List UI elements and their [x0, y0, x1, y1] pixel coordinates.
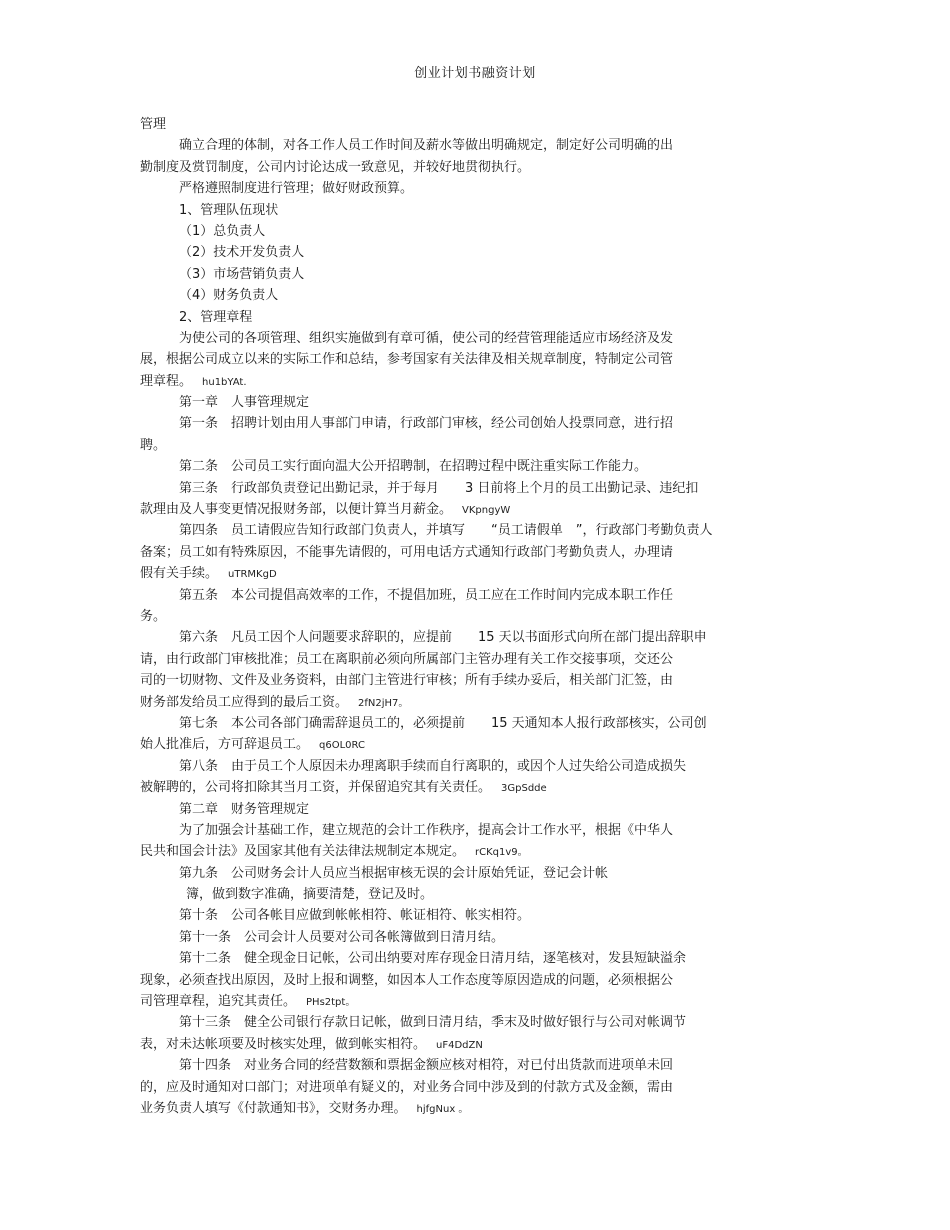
line-text: 严格遵照制度进行管理；做好财政预算。	[179, 181, 414, 197]
line-text: 被解聘的，公司将扣除其当月工资，并保留追究其有关责任。	[140, 780, 492, 796]
line-text: （3）市场营销负责人	[179, 266, 305, 282]
text-line	[140, 649, 780, 670]
text-line	[140, 756, 780, 777]
line-text: 民共和国会计法》及国家其他有关法律法规制定本规定。	[140, 844, 466, 860]
text-line	[140, 478, 780, 499]
reference-code: q6OL0RC	[319, 740, 365, 752]
text-line	[140, 178, 780, 199]
line-text: 司的一切财物、文件及业务资料，由部门主管进行审核；所有手续办妥后，相关部门汇签，由	[140, 673, 674, 689]
text-line	[140, 371, 780, 392]
line-text: 现象，必须查找出原因，及时上报和调整，如因本人工作态度等原因造成的问题，必须根据公	[140, 972, 674, 988]
text-line	[140, 777, 780, 798]
text-line	[140, 200, 780, 221]
text-line	[140, 307, 780, 328]
text-line	[140, 713, 780, 734]
reference-code: VKpngyW	[462, 505, 511, 517]
line-text: 2、管理章程	[179, 309, 253, 325]
text-line	[140, 435, 780, 456]
line-text: 财务部发给员工应得到的最后工资。	[140, 694, 349, 710]
line-text: 簿，做到数字准确，摘要清楚，登记及时。	[186, 887, 434, 903]
line-text: 的，应及时通知对口部门；对进项单有疑义的，对业务合同中涉及到的付款方式及金额，需由	[140, 1079, 674, 1095]
text-line	[140, 413, 780, 434]
line-text: 第二条 公司员工实行面向温大公开招聘制，在招聘过程中既注重实际工作能力。	[179, 459, 648, 475]
text-line	[140, 734, 780, 755]
line-text: （2）技术开发负责人	[179, 245, 305, 261]
document-title: 创业计划书融资计划	[414, 66, 536, 81]
line-text: 备案；员工如有特殊原因，不能事先请假的，可用电话方式通知行政部门考勤负责人，办理请	[140, 544, 674, 560]
text-line	[140, 1077, 780, 1098]
text-line	[140, 799, 780, 820]
line-text: 款理由及人事变更情况报财务部，以便计算当月薪金。	[140, 502, 453, 518]
text-line	[140, 135, 780, 156]
document-body	[140, 114, 780, 1119]
text-line	[140, 692, 780, 713]
line-text: 第四条 员工请假应告知行政部门负责人，并填写 “员工请假单 ”，行政部门考勤负责人	[179, 523, 713, 539]
text-line	[140, 627, 780, 648]
text-line	[140, 1034, 780, 1055]
reference-code: hjfgNux 。	[416, 1103, 469, 1115]
text-line	[140, 863, 780, 884]
text-line	[140, 1055, 780, 1076]
text-line	[140, 542, 780, 563]
line-text: 理章程。	[140, 373, 193, 389]
line-text: 第二章 财务管理规定	[179, 801, 310, 817]
reference-code: hu1bYAt.	[202, 376, 247, 388]
line-text: 确立合理的体制，对各工作人员工作时间及薪水等做出明确规定，制定好公司明确的出	[179, 138, 674, 154]
reference-code: 2fN2jH7。	[358, 697, 409, 709]
text-line	[140, 221, 780, 242]
text-line	[140, 285, 780, 306]
text-line	[140, 349, 780, 370]
text-line	[140, 456, 780, 477]
line-text: 请，由行政部门审核批准；员工在离职前必须向所属部门主管办理有关工作交接事项，交还公	[140, 651, 674, 667]
line-text: 第一条 招聘计划由用人事部门申请，行政部门审核，经公司创始人投票同意，进行招	[179, 416, 674, 432]
text-line	[140, 242, 780, 263]
line-text: 为了加强会计基础工作，建立规范的会计工作秩序，提高会计工作水平，根据《中华人	[179, 822, 674, 838]
line-text: 第十一条 公司会计人员要对公司各帐簿做到日清月结。	[179, 929, 505, 945]
text-line	[140, 948, 780, 969]
line-text: 第十三条 健全公司银行存款日记帐，做到日清月结，季末及时做好银行与公司对帐调节	[179, 1015, 687, 1031]
text-line	[140, 1012, 780, 1033]
text-line	[140, 563, 780, 584]
line-text: 为使公司的各项管理、组织实施做到有章可循，使公司的经营管理能适应市场经济及发	[179, 330, 674, 346]
line-text: （1）总负责人	[179, 223, 266, 239]
line-text: 第十四条 对业务合同的经营数额和票据金额应核对相符，对已付出货款而进项单未回	[179, 1058, 674, 1074]
reference-code: PHs2tpt。	[306, 997, 356, 1009]
text-line	[140, 114, 780, 135]
reference-code: uTRMKgD	[228, 569, 277, 581]
text-line	[140, 670, 780, 691]
line-text: 勤制度及赏罚制度，公司内讨论达成一致意见，并较好地贯彻执行。	[140, 159, 531, 175]
text-line	[140, 499, 780, 520]
line-text: 第九条 公司财务会计人员应当根据审核无误的会计原始凭证，登记会计帐	[179, 865, 609, 881]
line-text: 展，根据公司成立以来的实际工作和总结，参考国家有关法律及相关规章制度，特制定公司管	[140, 352, 674, 368]
text-line	[140, 884, 780, 905]
line-text: 表，对未达帐项要及时核实处理，做到帐实相符。	[140, 1036, 427, 1052]
line-text: 第七条 本公司各部门确需辞退员工的，必须提前 15 天通知本人报行政部核实，公司创	[179, 715, 707, 731]
text-line	[140, 1098, 780, 1119]
text-line	[140, 606, 780, 627]
text-line	[140, 905, 780, 926]
line-text: 第三条 行政部负责登记出勤记录，并于每月 3 日前将上个月的员工出勤记录、违纪扣	[179, 480, 699, 496]
line-text: 第十条 公司各帐目应做到帐帐相符、帐证相符、帐实相符。	[179, 908, 531, 924]
line-text: 第五条 本公司提倡高效率的工作，不提倡加班，员工应在工作时间内完成本职工作任	[179, 587, 674, 603]
text-line	[140, 927, 780, 948]
line-text: 始人批准后，方可辞退员工。	[140, 737, 310, 753]
line-text: 第八条 由于员工个人原因未办理离职手续而自行离职的，或因个人过失给公司造成损失	[179, 758, 687, 774]
reference-code: 3GpSdde	[501, 783, 547, 795]
line-text: 业务负责人填写《付款通知书》，交财务办理。	[140, 1100, 407, 1116]
text-line	[140, 970, 780, 991]
line-text: 聘。	[140, 437, 167, 453]
text-line	[140, 392, 780, 413]
line-text: 第六条 凡员工因个人问题要求辞职的，应提前 15 天以书面形式向所在部门提出辞职申	[179, 630, 707, 646]
text-line	[140, 585, 780, 606]
text-line	[140, 328, 780, 349]
line-text: 1、管理队伍现状	[179, 202, 279, 218]
line-text: （4）财务负责人	[179, 288, 279, 304]
text-line	[140, 157, 780, 178]
text-line	[140, 264, 780, 285]
line-text: 第一章 人事管理规定	[179, 395, 310, 411]
line-text: 第十二条 健全现金日记帐，公司出纳要对库存现金日清月结，逐笔核对，发县短缺溢余	[179, 951, 687, 967]
text-line	[140, 520, 780, 541]
line-text: 管理	[140, 117, 167, 132]
text-line	[140, 841, 780, 862]
reference-code: uF4DdZN	[436, 1039, 483, 1051]
reference-code: rCKq1v9。	[475, 847, 528, 859]
text-line	[140, 820, 780, 841]
line-text: 司管理章程，追究其责任。	[140, 994, 297, 1010]
text-line	[140, 991, 780, 1012]
line-text: 假有关手续。	[140, 566, 219, 582]
line-text: 务。	[140, 608, 167, 624]
